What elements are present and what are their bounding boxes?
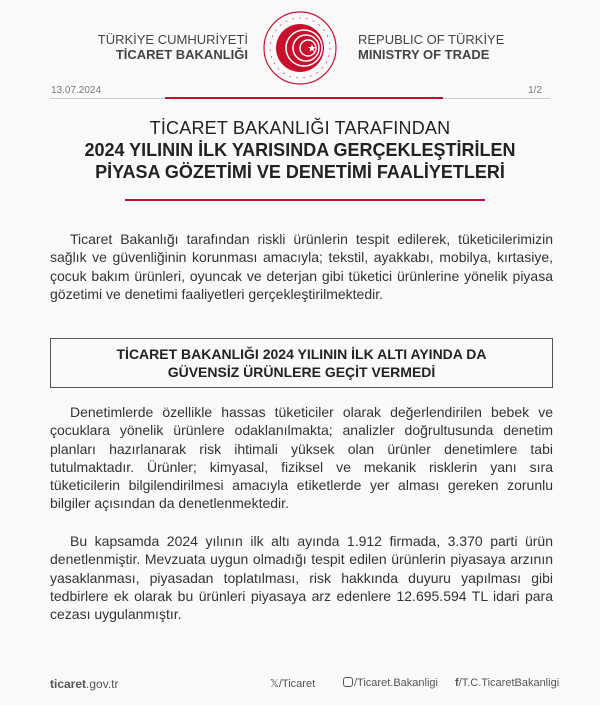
facebook-handle: /T.C.TicaretBakanligi <box>458 677 560 689</box>
page-title <box>0 118 600 183</box>
page-number: 1/2 <box>528 85 542 96</box>
instagram-handle: /Ticaret.Bakanligi <box>354 677 438 689</box>
paragraph-1: Denetimlerde özellikle hassas tüketiciler olarak değerlendirilen bebek ve çocuklara yönelik ürünlere odaklanılmakta; analizler doğrultusunda denetim planları hazırlanarak risk ihtimali yüksek olan ürünler denetimlere tabi tutulmaktadır. Ürünler; kimyasal, fiziksel ve mekanik risklerin yanı sıra tüketicilerin bilgilendirilmesi amacıyla etiketlerde yer alması gereken zorunlu bilgiler açısından da denetlenmektedir. <box>50 404 553 512</box>
title-line2: 2024 YILININ İLK YARISINDA GERÇEKLEŞTİRİLEN <box>84 140 516 160</box>
box-line2: GÜVENSİZ ÜRÜNLERE GEÇİT VERMEDİ <box>167 364 436 380</box>
header-tr-line2: TİCARET BAKANLIĞI <box>115 47 248 62</box>
facebook-icon: f <box>455 677 459 689</box>
title-line1: TİCARET BAKANLIĞI TARAFINDAN <box>149 118 451 138</box>
header-tr <box>98 32 248 62</box>
red-divider <box>125 199 485 201</box>
facebook-link[interactable] <box>455 677 559 689</box>
website-link[interactable] <box>50 677 119 691</box>
date: 13.07.2024 <box>51 85 102 96</box>
ministry-logo <box>262 10 338 86</box>
title-line3: PİYASA GÖZETİMİ VE DENETİMİ FAALİYETLERİ <box>95 162 505 182</box>
x-handle: /Ticaret <box>278 678 316 690</box>
header-en <box>358 32 504 62</box>
header-en-line2: MINISTRY OF TRADE <box>358 47 490 62</box>
header-tr-line1: TÜRKİYE CUMHURİYETİ <box>97 32 248 47</box>
header-en-line1: REPUBLIC OF TÜRKİYE <box>358 32 505 47</box>
x-link[interactable] <box>270 677 315 690</box>
site-bold: ticaret <box>50 677 87 691</box>
site-rest: .gov.tr <box>86 677 119 691</box>
intro-paragraph: Ticaret Bakanlığı tarafından riskli ürünlerin tespit edilerek, tüketicilerimizin sağlık ve güvenliğinin korunması amacıyla; tekstil, ayakkabı, mobilya, kırtasiye, çocuk bakım ürünleri, oyuncak ve deterjan gibi tüketici ürünlerine yönelik piyasa gözetimi ve denetimi faaliyetleri gerçekleştirilmektedir. <box>50 231 553 302</box>
paragraph-2: Bu kapsamda 2024 yılının ilk altı ayında 1.912 firmada, 3.370 parti ürün denetlenmiştir. Mevzuata uygun olmadığı tespit edilen ürünlerin piyasaya arzının yasaklanması, piyasadan toplatılması, risk hakkında duyuru yapılması gibi tedbirlere ek olarak bu ürünleri piyasaya arz edenlere 12.695.594 TL idari para cezası uygulanmıştır. <box>50 533 553 623</box>
instagram-link[interactable] <box>343 677 438 689</box>
instagram-icon <box>343 677 353 687</box>
x-icon: 𝕏 <box>270 678 279 690</box>
box-line1: TİCARET BAKANLIĞI 2024 YILININ İLK ALTI AYINDA DA <box>116 346 487 362</box>
highlight-box <box>50 338 553 388</box>
red-divider <box>165 97 443 99</box>
